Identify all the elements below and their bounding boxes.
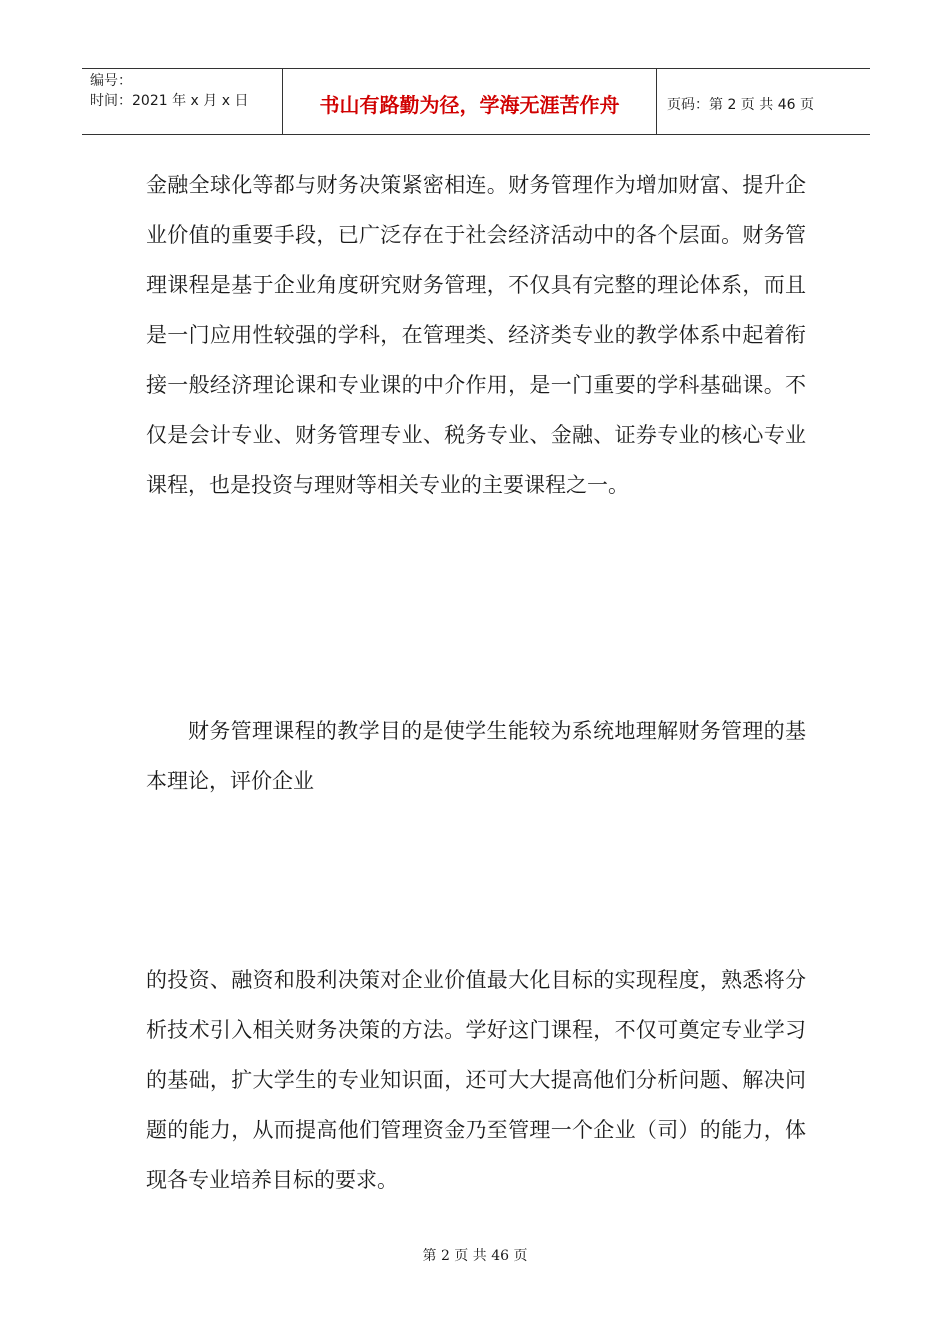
header-motto: 书山有路勤为径，学海无涯苦作舟: [283, 69, 657, 134]
body-section-2: [146, 706, 806, 806]
header-page-info: 页码：第 2 页 共 46 页: [667, 96, 814, 113]
header-meta: [82, 69, 283, 134]
page-header: [82, 68, 870, 135]
paragraph-1: 金融全球化等都与财务决策紧密相连。财务管理作为增加财富、提升企业价值的重要手段，已广泛存在于社会经济活动中的各个层面。财务管理课程是基于企业角度研究财务管理，不仅具有完整的理论体系，而且是一门应用性较强的学科，在管理类、经济类专业的教学体系中起着衔接一般经济理论课和专业课的中介作用，是一门重要的学科基础课。不仅是会计专业、财务管理专业、税务专业、金融、证券专业的核心专业课程，也是投资与理财等相关专业的主要课程之一。: [146, 173, 806, 497]
body-section-1: [146, 160, 806, 510]
body-section-3: [146, 955, 806, 1205]
paragraph-3: 的投资、融资和股利决策对企业价值最大化目标的实现程度，熟悉将分析技术引入相关财务决策的方法。学好这门课程，不仅可奠定专业学习的基础，扩大学生的专业知识面，还可大大提高他们分析问题、解决问题的能力，从而提高他们管理资金乃至管理一个企业（司）的能力，体现各专业培养目标的要求。: [146, 968, 806, 1192]
page-footer: 第 2 页 共 46 页: [422, 1248, 528, 1264]
document-number-label: 编号：: [90, 73, 132, 89]
paragraph-2: 财务管理课程的教学目的是使学生能较为系统地理解财务管理的基本理论，评价企业: [146, 719, 806, 793]
document-date: 时间：2021 年 x 月 x 日: [90, 93, 249, 109]
